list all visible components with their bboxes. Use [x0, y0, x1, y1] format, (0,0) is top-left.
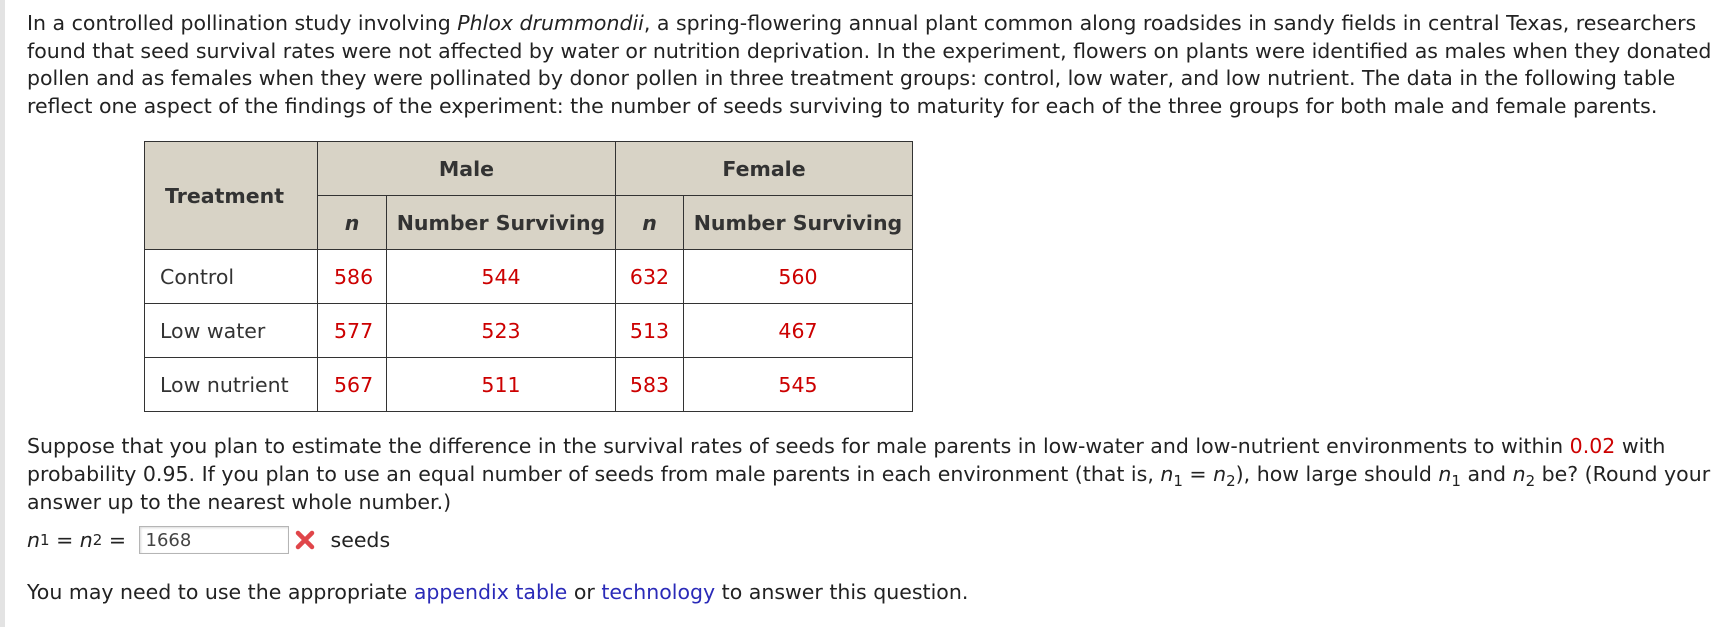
row-treatment: Low nutrient	[145, 358, 318, 412]
help-paragraph	[27, 578, 1712, 606]
intro-text-start: In a controlled pollination study involving	[27, 11, 458, 35]
var-n: n	[1512, 462, 1526, 486]
male-surviving-value: 511	[387, 358, 616, 412]
question-text-1: Suppose that you plan to estimate the difference in the survival rates of seeds for male parents in low-water and low-nutrient environments to within	[27, 434, 1570, 458]
male-n-value: 567	[318, 358, 387, 412]
help-text-2: or	[567, 580, 602, 604]
table-row	[145, 358, 913, 412]
row-treatment: Low water	[145, 304, 318, 358]
sub-2: 2	[1525, 472, 1536, 490]
sub-1: 1	[1451, 472, 1461, 490]
header-male-surviving: Number Surviving	[387, 196, 616, 250]
female-n-value: 583	[616, 358, 684, 412]
species-name: Phlox drummondii	[457, 11, 644, 35]
male-surviving-value: 523	[387, 304, 616, 358]
male-n-value: 586	[318, 250, 387, 304]
header-female-surviving: Number Surviving	[684, 196, 913, 250]
question-and: and	[1460, 462, 1513, 486]
sub-2: 2	[1226, 472, 1236, 490]
var-n: n	[1160, 462, 1174, 486]
answer-input[interactable]	[139, 526, 289, 554]
margin-value: 0.02	[1569, 434, 1616, 458]
question-content	[27, 10, 1712, 606]
table-row	[145, 304, 913, 358]
question-text-3: ), how large should	[1235, 462, 1439, 486]
female-surviving-value: 467	[684, 304, 913, 358]
female-n-value: 632	[616, 250, 684, 304]
header-male-n: n	[318, 196, 387, 250]
header-female: Female	[616, 142, 913, 196]
equals-sign: =	[1182, 462, 1214, 486]
answer-row: n 1 = n 2 = 1668 seeds	[27, 524, 1712, 556]
question-paragraph	[27, 432, 1712, 516]
help-text-1: You may need to use the appropriate	[27, 580, 414, 604]
female-n-value: 513	[616, 304, 684, 358]
question-text-2: with probability 0.95. If you plan to use an equal number of seeds from male parents in each environment (that is,	[27, 434, 1666, 486]
var-n: n	[27, 528, 40, 552]
female-surviving-value: 545	[684, 358, 913, 412]
group-header-row	[145, 142, 913, 196]
table-row	[145, 250, 913, 304]
intro-text-rest: , a spring-flowering annual plant common along roadsides in sandy fields in central Texas, researchers found that seed survival rates were not affected by water or nutrition deprivation. In the experiment, flowers on plants were identified as males when they donated pollen and as females when they were pollinated by donor pollen in three treatment groups: control, low water, and low nutrient. The data in the following table reflect one aspect of the findings of the experiment: the number of seeds surviving to maturity for each of the three groups for both male and female parents.	[27, 11, 1712, 118]
appendix-table-link[interactable]: appendix table	[413, 580, 568, 604]
equals-sign: =	[102, 528, 133, 552]
question-text-4: be? (Round your answer up to the nearest whole number.)	[27, 462, 1711, 514]
x-mark-icon	[293, 528, 317, 552]
help-text-3: to answer this question.	[715, 580, 969, 604]
equals-sign: =	[49, 528, 80, 552]
header-treatment: Treatment	[145, 142, 318, 250]
survival-table	[144, 141, 913, 412]
intro-paragraph	[27, 10, 1712, 120]
var-n: n	[1438, 462, 1452, 486]
male-surviving-value: 544	[387, 250, 616, 304]
technology-link[interactable]: technology	[601, 580, 716, 604]
female-surviving-value: 560	[684, 250, 913, 304]
header-female-n: n	[616, 196, 684, 250]
answer-unit: seeds	[330, 528, 391, 552]
row-treatment: Control	[145, 250, 318, 304]
var-n: n	[79, 528, 93, 552]
header-male: Male	[318, 142, 616, 196]
sub-1: 1	[1173, 472, 1183, 490]
male-n-value: 577	[318, 304, 387, 358]
page-left-border	[0, 0, 5, 627]
var-n: n	[1213, 462, 1227, 486]
